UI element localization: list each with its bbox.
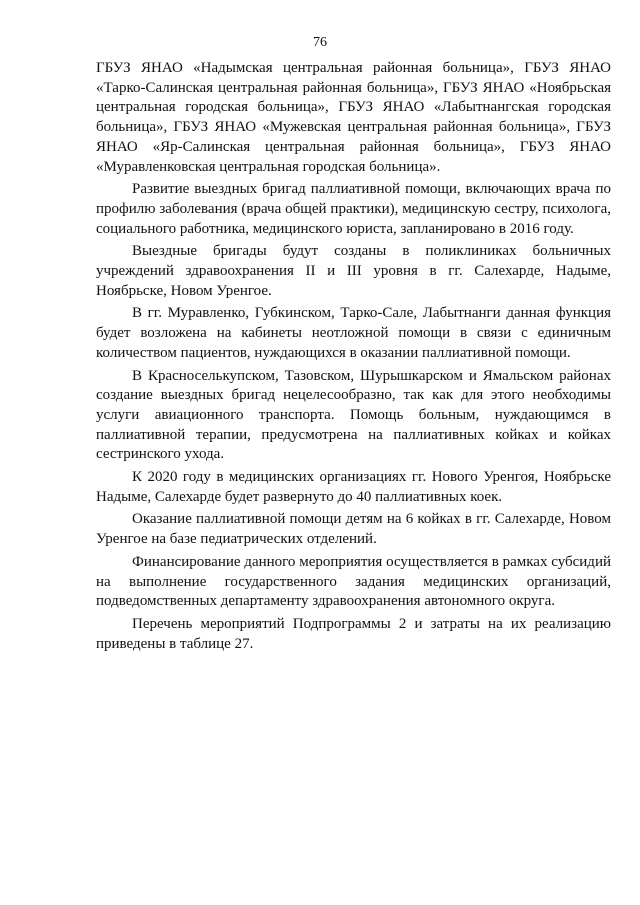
paragraph-mobile-teams-development: Развитие выездных бригад паллиативной помощи, включающих врача по профилю заболевания (врача общей практики), медицинскую сестру, психолога, социального работника, медицинского юриста, запланировано в 2016 году. bbox=[96, 181, 611, 237]
paragraph-hospital-list: ГБУЗ ЯНАО «Надымская центральная районная больница», ГБУЗ ЯНАО «Тарко-Салинская центральная районная больница», ГБУЗ ЯНАО «Ноябрьская центральная городская больница», ГБУЗ ЯНАО «Лабытнангская городская больница», ГБУЗ ЯНАО «Мужевская центральная районная больница», ГБУЗ ЯНАО «Яр-Салинская центральная районная больница», ГБУЗ ЯНАО «Муравленковская центральная городская больница». bbox=[96, 60, 611, 175]
paragraph-mobile-teams-locations: Выездные бригады будут созданы в поликлиниках больничных учреждений здравоохранения II и III уровня в гг. Салехарде, Надыме, Ноябрьске, Новом Уренгое. bbox=[96, 243, 611, 299]
paragraph-table-reference: Перечень мероприятий Подпрограммы 2 и затраты на их реализацию приведены в таблице 27. bbox=[96, 615, 611, 652]
paragraph-emergency-rooms: В гг. Муравленко, Губкинском, Тарко-Сале, Лабытнанги данная функция будет возложена на кабинеты неотложной помощи в связи с единичным количеством пациентов, нуждающихся в оказании паллиативной помощи. bbox=[96, 305, 611, 361]
paragraph-palliative-beds-2020: К 2020 году в медицинских организациях гг. Нового Уренгоя, Ноябрьске Надыме, Салехарде будет развернуто до 40 паллиативных коек. bbox=[96, 469, 611, 505]
paragraph-financing: Финансирование данного мероприятия осуществляется в рамках субсидий на выполнение государственного задания медицинских организаций, подведомственных департаменту здравоохранения автономного округа. bbox=[96, 553, 611, 610]
page-number: 76 bbox=[313, 35, 327, 50]
paragraph-children-care: Оказание паллиативной помощи детям на 6 койках в гг. Салехарде, Новом Уренгое на базе педиатрических отделений. bbox=[96, 511, 611, 548]
document-body bbox=[96, 59, 611, 654]
paragraph-remote-districts: В Красноселькупском, Тазовском, Шурышкарском и Ямальском районах создание выездных бригад нецелесообразно, так как для этого необходимы услуги авиационного транспорта. Помощь больным, нуждающимся в паллиативной терапии, предусмотрена на паллиативных койках и койках сестринского ухода. bbox=[96, 367, 611, 463]
